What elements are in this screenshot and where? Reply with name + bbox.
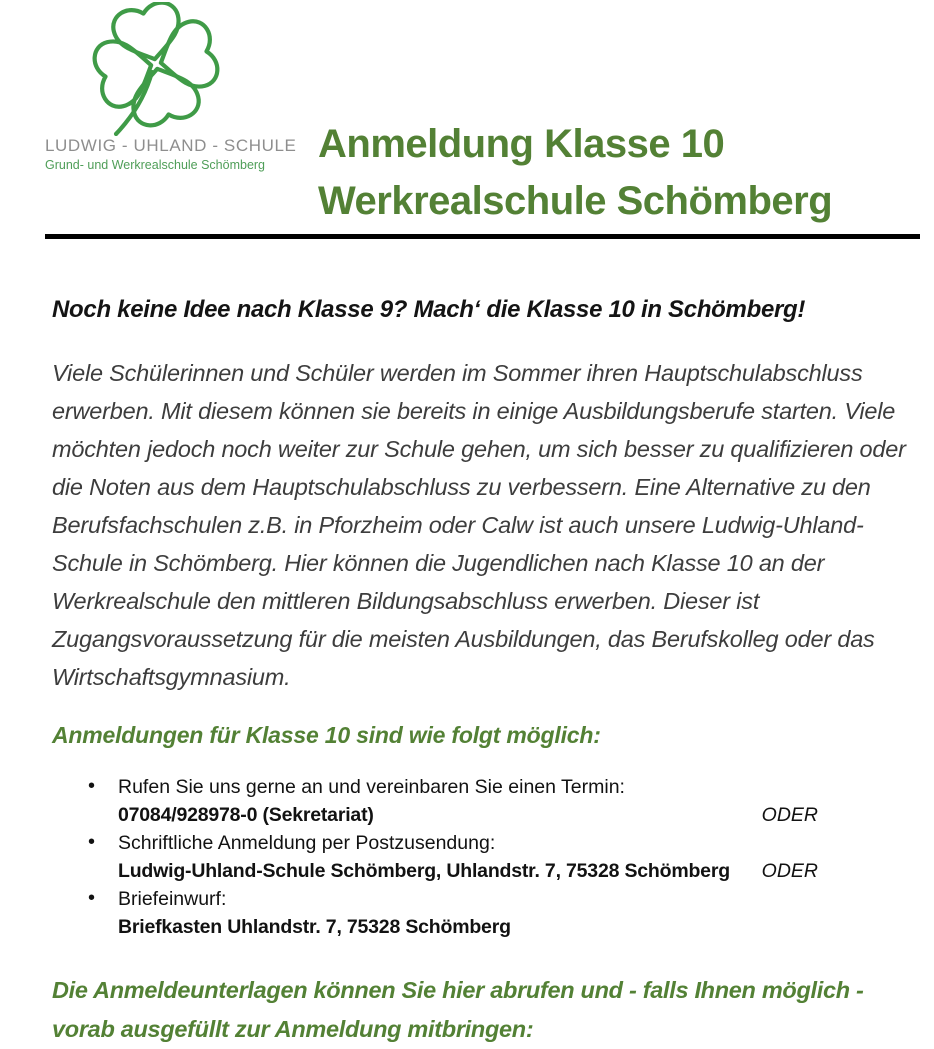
option-detail-row	[118, 913, 818, 941]
phone-number-text: 07084/928978-0 (Sekretariat)	[118, 804, 374, 826]
enrollment-options-list	[52, 773, 818, 941]
document-header	[0, 0, 934, 240]
option-detail-row	[118, 857, 818, 885]
options-heading: Anmeldungen für Klasse 10 sind wie folgt möglich:	[52, 722, 601, 748]
option-label: • Briefeinwurf:	[118, 888, 227, 910]
option-label: • Schriftliche Anmeldung per Postzusendung:	[118, 832, 496, 854]
list-item	[52, 829, 818, 885]
footer-note: Die Anmeldeunterlagen können Sie hier abrufen und - falls Ihnen möglich - vorab ausgefüllt zur Anmeldung mitbringen:	[52, 977, 864, 1042]
postal-address-text: Ludwig-Uhland-Schule Schömberg, Uhlandstr. 7, 75328 Schömberg	[118, 860, 730, 882]
list-item	[52, 885, 818, 941]
document-body	[0, 296, 934, 1049]
school-name-text: LUDWIG - UHLAND - SCHULE	[45, 136, 297, 155]
oder-connector-text: ODER	[761, 804, 818, 826]
page-title-line2: Werkrealschule Schömberg	[318, 179, 833, 223]
page-title-line1: Anmeldung Klasse 10	[318, 122, 725, 166]
option-label: • Rufen Sie uns gerne an und vereinbaren Sie einen Termin:	[118, 776, 625, 798]
list-item	[52, 773, 818, 829]
school-logo	[45, 2, 325, 172]
clover-icon	[49, 2, 259, 136]
intro-heading: Noch keine Idee nach Klasse 9? Mach‘ die Klasse 10 in Schömberg!	[52, 296, 806, 323]
oder-connector-text: ODER	[761, 860, 818, 882]
mailbox-address-text: Briefkasten Uhlandstr. 7, 75328 Schömberg	[118, 916, 511, 938]
page-title	[318, 116, 832, 230]
header-divider-rule	[45, 234, 920, 239]
intro-paragraph: Viele Schülerinnen und Schüler werden im Sommer ihren Hauptschulabschluss erwerben. Mit diesem können sie bereits in einige Ausbildungsberufe starten. Viele möchten jedoch noch weiter zur Schule gehen, um sich besser zu qualifizieren oder die Noten aus dem Hauptschulabschluss zu verbessern. Eine Alternative zu den Berufsfachschulen z.B. in Pforzheim oder Calw ist auch unsere Ludwig-Uhland-Schule in Schömberg. Hier können die Jugendlichen nach Klasse 10 an der Werkrealschule den mittleren Bildungsabschluss erwerben. Dieser ist Zugangsvoraussetzung für die meisten Ausbildungen, das Berufskolleg oder das Wirtschaftsgymnasium.	[52, 360, 906, 690]
option-detail-row	[118, 801, 818, 829]
school-subtitle-text: Grund- und Werkrealschule Schömberg	[45, 158, 266, 172]
